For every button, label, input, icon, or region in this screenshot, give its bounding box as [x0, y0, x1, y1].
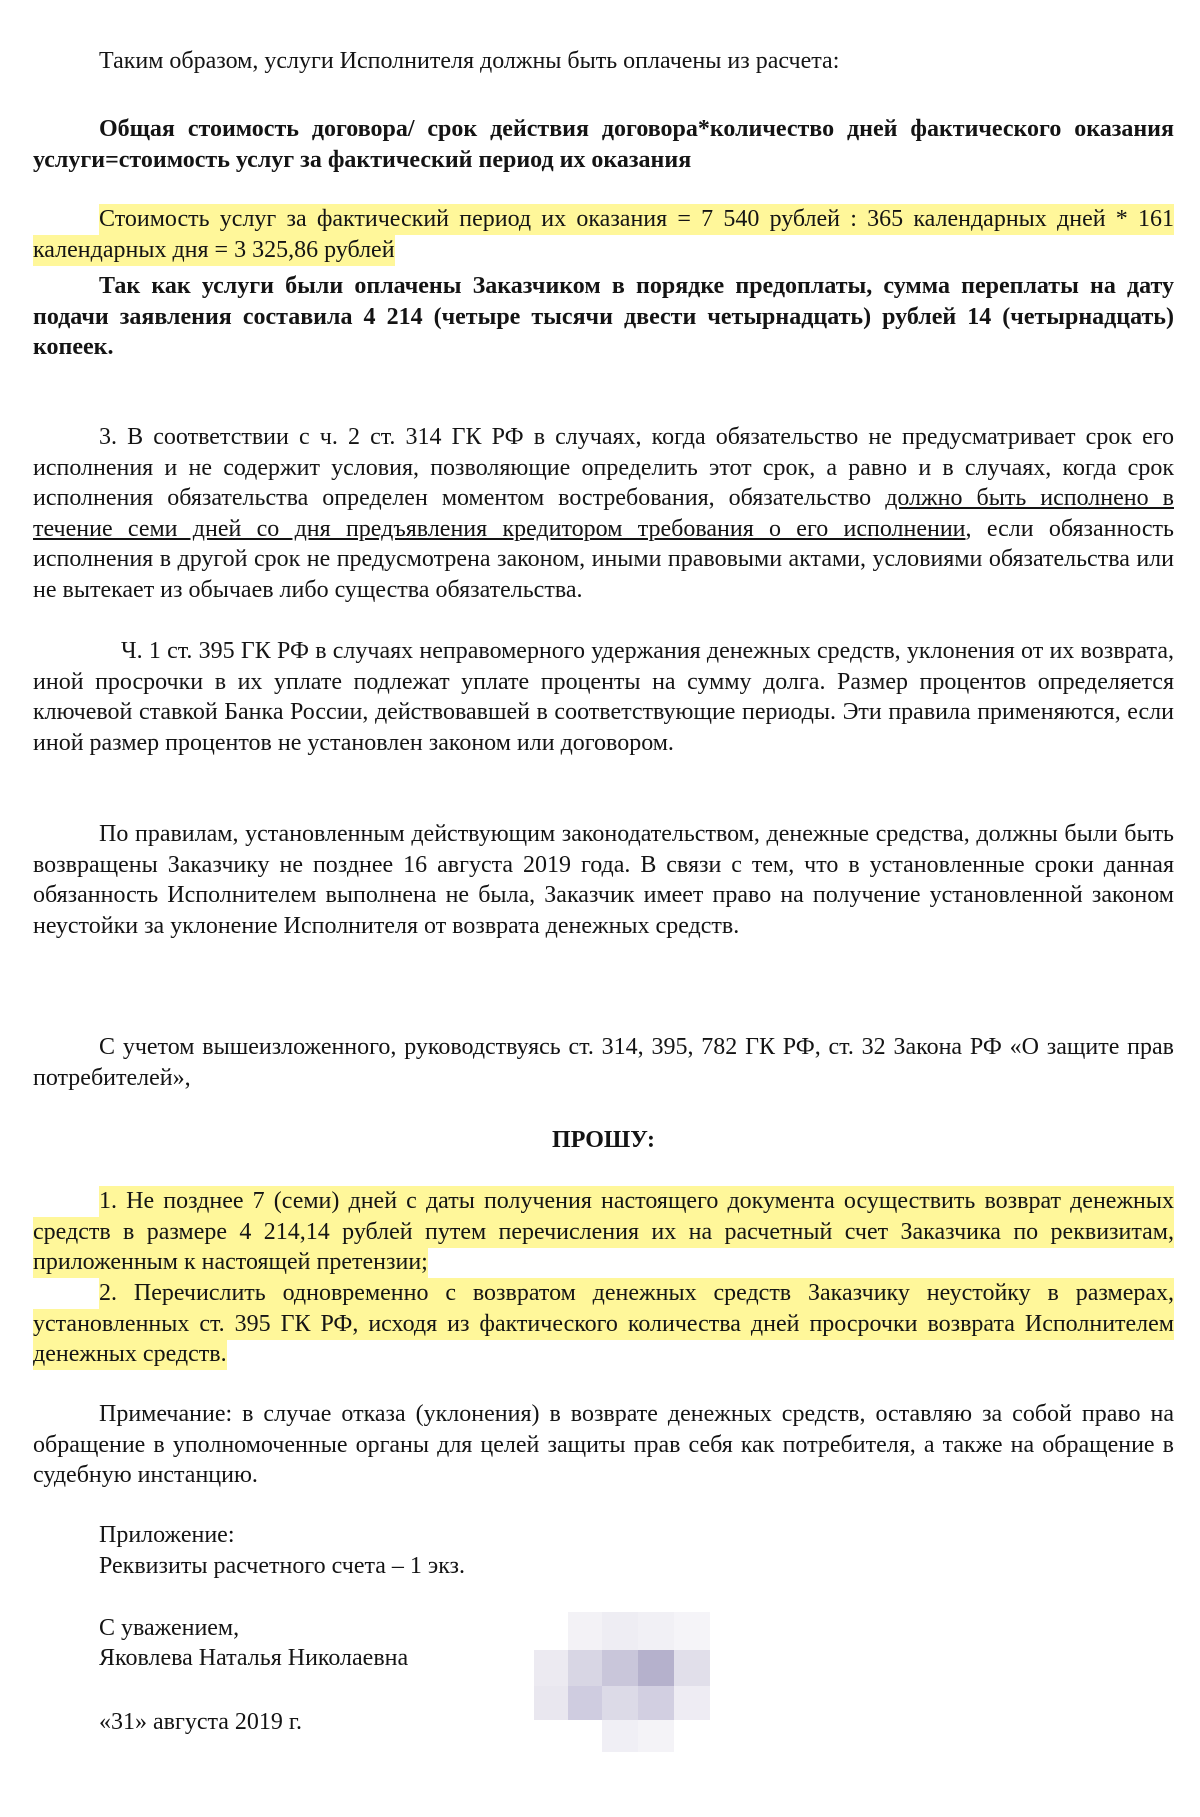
article-314-text-start: 3. В соответствии с ч. 2 ст. 314 ГК РФ в случаях, когда обязательство не предусматривает срок его исполнения и не содержит условия, позволяющие определить этот срок, а равно и в случаях, когда срок исполнения обязательства определен моментом востребования, обязательство — [33, 424, 1174, 511]
request-item-2 — [33, 1278, 1174, 1370]
request-heading: ПРОШУ: — [552, 1127, 655, 1153]
document-date: «31» августа 2019 г. — [99, 1709, 303, 1735]
regards-line: С уважением, — [99, 1615, 240, 1641]
intro-paragraph: Таким образом, услуги Исполнителя должны быть оплачены из расчета: — [99, 48, 840, 74]
request-item-1 — [33, 1186, 1174, 1278]
overpayment-paragraph: Так как услуги были оплачены Заказчиком в порядке предоплаты, сумма переплаты на дату подачи заявления составила 4 214 (четыре тысячи двести четырнадцать) рублей 14 (четырнадцать) копеек. — [33, 273, 1174, 360]
request-item-2-highlight: 2. Перечислить одновременно с возвратом денежных средств Заказчику неустойку в размерах, установленных ст. 395 ГК РФ, исходя из фактического количества дней просрочки возврата Исполнителем денежных средств. — [33, 1278, 1174, 1370]
request-item-1-highlight: 1. Не позднее 7 (семи) дней с даты получения настоящего документа осуществить возврат денежных средств в размере 4 214,14 рублей путем перечисления их на расчетный счет Заказчика по реквизитам, приложенным к настоящей претензии; — [33, 1186, 1174, 1278]
article-395-paragraph: Ч. 1 ст. 395 ГК РФ в случаях неправомерного удержания денежных средств, уклонения от их возврата, иной просрочки в их уплате подлежат уплате проценты на сумму долга. Размер процентов определяется ключевой ставкой Банка России, действовавшей в соответствующие периоды. Эти правила применяются, если иной размер процентов не установлен законом или договором. — [33, 638, 1174, 756]
article-314-text-end: , если обязанность исполнения в другой срок не предусмотрена законом, иными правовыми актами, условиями обязательства или не вытекает из обычаев либо существа обязательства. — [33, 515, 1174, 603]
attachment-label: Приложение: — [99, 1522, 235, 1548]
calculation-paragraph — [33, 204, 1174, 265]
considering-paragraph: С учетом вышеизложенного, руководствуясь ст. 314, 395, 782 ГК РФ, ст. 32 Закона РФ «О защите прав потребителей», — [33, 1034, 1174, 1091]
calculation-highlight: Стоимость услуг за фактический период их оказания = 7 540 рублей : 365 календарных дней * 161 календарных дня = 3 325,86 рублей — [33, 204, 1174, 266]
note-paragraph: Примечание: в случае отказа (уклонения) в возврате денежных средств, оставляю за собой право на обращение в уполномоченные органы для целей защиты прав себя как потребителя, а также на обращение в судебную инстанцию. — [33, 1401, 1174, 1488]
attachment-item: Реквизиты расчетного счета – 1 экз. — [99, 1553, 466, 1579]
formula-paragraph: Общая стоимость договора/ срок действия договора*количество дней фактического оказания услуги=стоимость услуг за фактический период их оказания — [33, 116, 1174, 173]
article-314-underlined: должно быть исполнено в течение семи дней со дня предъявления кредитором требования о его исполнении — [33, 485, 1174, 542]
article-314-paragraph — [33, 422, 1174, 605]
deadline-paragraph: По правилам, установленным действующим законодательством, денежные средства, должны были быть возвращены Заказчику не позднее 16 августа 2019 года. В связи с тем, что в установленные сроки данная обязанность Исполнителем выполнена не была, Заказчик имеет право на получение установленной законом неустойки за уклонение Исполнителя от возврата денежных средств. — [33, 821, 1174, 939]
signer-name: Яковлева Наталья Николаевна — [99, 1645, 409, 1671]
